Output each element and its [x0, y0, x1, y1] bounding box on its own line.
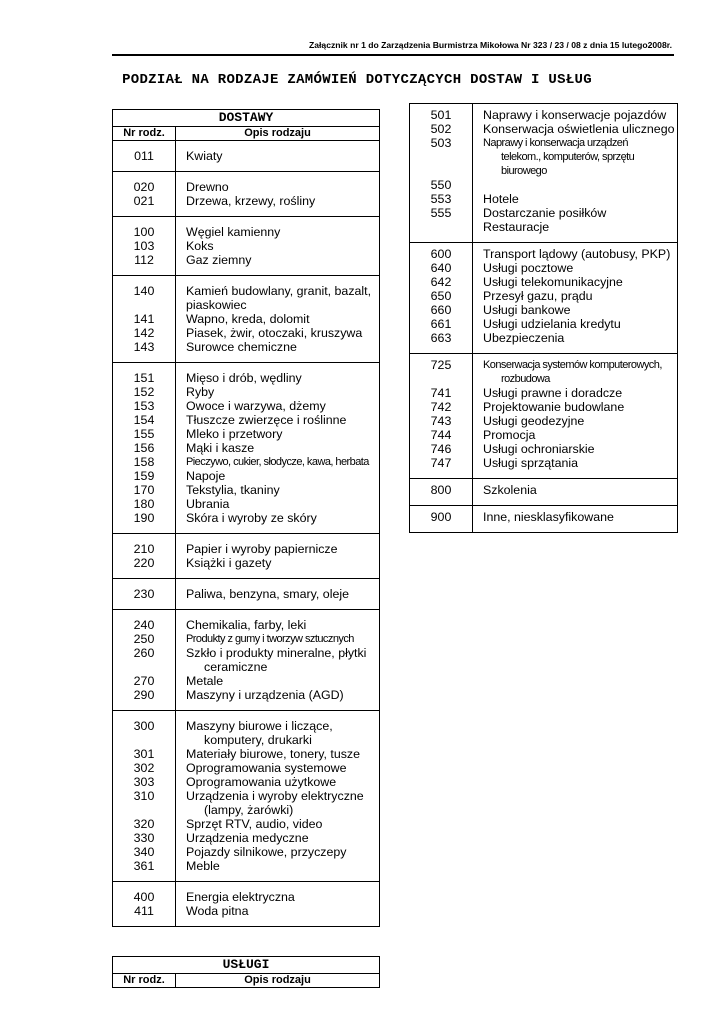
category-code: 330: [133, 831, 155, 845]
category-description: Mleko i przetwory: [186, 427, 283, 441]
category-group: [113, 217, 380, 276]
category-description: Oprogramowania użytkowe: [186, 775, 337, 789]
category-description: Konserwacja oświetlenia ulicznego: [483, 122, 675, 136]
category-group: [113, 534, 380, 579]
category-description: Piasek, żwir, otoczaki, kruszywa: [186, 326, 363, 340]
category-code: 650: [430, 289, 452, 303]
category-code: 011: [134, 149, 154, 163]
uslugi-continuation-table: [409, 103, 678, 533]
attachment-note: Załącznik nr 1 do Zarządzenia Burmistrza Mikołowa Nr 323 / 23 / 08 z dnia 15 lutego2008r.: [309, 40, 672, 50]
category-description: Woda pitna: [186, 904, 249, 918]
dostawy-title: DOSTAWY: [113, 110, 380, 127]
group-codes: [410, 104, 473, 243]
category-code: [410, 372, 472, 386]
group-codes: [113, 711, 176, 882]
group-descriptions: [473, 354, 678, 479]
category-code: 140: [133, 284, 155, 298]
category-code: 553: [430, 192, 452, 206]
category-code: 112: [134, 253, 154, 267]
category-description: Węgiel kamienny: [186, 225, 281, 239]
category-code: 746: [430, 442, 452, 456]
category-description: Tłuszcze zwierzęce i roślinne: [186, 413, 347, 427]
category-code: 210: [133, 542, 155, 556]
dostawy-col-code: Nr rodz.: [113, 127, 176, 141]
category-description: Szkolenia: [483, 483, 537, 497]
uslugi-table: [112, 956, 380, 988]
group-descriptions: [176, 363, 380, 534]
category-description: Paliwa, benzyna, smary, oleje: [186, 587, 349, 601]
category-group: [113, 610, 380, 711]
category-code: 303: [133, 775, 155, 789]
group-descriptions: [176, 534, 380, 579]
category-description: Usługi bankowe: [483, 303, 571, 317]
category-code: 411: [134, 904, 154, 918]
category-code: 742: [430, 400, 452, 414]
group-descriptions: [473, 104, 678, 243]
category-code: 301: [133, 747, 155, 761]
category-code: [113, 733, 175, 747]
category-code: 155: [133, 427, 155, 441]
category-code: 501: [430, 108, 452, 122]
category-code: 320: [133, 817, 155, 831]
category-code: 310: [133, 789, 155, 803]
category-description: Papier i wyroby papiernicze: [186, 542, 338, 556]
group-descriptions: [473, 506, 678, 533]
group-descriptions: [473, 243, 678, 354]
uslugi-title: USŁUGI: [113, 957, 380, 974]
category-description: Metale: [186, 674, 224, 688]
group-codes: [410, 479, 473, 506]
category-code: 600: [430, 247, 452, 261]
category-description: Drzewa, krzewy, rośliny: [186, 194, 316, 208]
category-code: [113, 660, 175, 674]
category-group: [113, 172, 380, 217]
category-code: 400: [133, 890, 155, 904]
category-code: 747: [430, 456, 452, 470]
uslugi-col-code: Nr rodz.: [113, 974, 176, 988]
category-group: [113, 579, 380, 610]
dostawy-table: [112, 109, 380, 927]
category-code: 158: [133, 455, 155, 469]
category-code: 900: [430, 510, 452, 524]
category-description: biurowego: [501, 165, 547, 177]
category-description: Skóra i wyroby ze skóry: [186, 511, 317, 525]
category-description: Usługi geodezyjne: [483, 414, 585, 428]
category-description: komputery, drukarki: [204, 733, 312, 747]
category-code: 270: [133, 674, 155, 688]
group-descriptions: [176, 610, 380, 711]
category-description: Projektowanie budowlane: [483, 400, 625, 414]
category-code: [113, 298, 175, 312]
category-description: piaskowiec: [186, 298, 247, 312]
category-code: 143: [133, 340, 155, 354]
category-code: 170: [133, 483, 155, 497]
group-codes: [113, 172, 176, 217]
category-code: 103: [133, 239, 155, 253]
category-group: [113, 276, 380, 363]
category-code: 800: [430, 483, 452, 497]
category-description: Usługi prawne i doradcze: [483, 386, 623, 400]
category-group: [410, 243, 678, 354]
category-code: 100: [133, 225, 155, 239]
category-description: Mięso i drób, wędliny: [186, 371, 302, 385]
document-title: PODZIAŁ NA RODZAJE ZAMÓWIEŃ DOTYCZĄCYCH DOSTAW I USŁUG: [122, 72, 592, 88]
group-descriptions: [176, 172, 380, 217]
category-description: Maszyny i urządzenia (AGD): [186, 688, 344, 702]
category-description: Oprogramowania systemowe: [186, 761, 347, 775]
category-code: 151: [133, 371, 155, 385]
category-code: 142: [133, 326, 155, 340]
group-descriptions: [176, 882, 380, 927]
category-code: 725: [430, 358, 452, 372]
category-description: telekom., komputerów, sprzętu: [501, 151, 635, 163]
category-code: 250: [133, 632, 155, 646]
dostawy-col-desc: Opis rodzaju: [176, 127, 380, 141]
category-code: 661: [430, 317, 452, 331]
category-description: rozbudowa: [501, 373, 550, 385]
category-description: Przesył gazu, prądu: [483, 289, 593, 303]
category-description: Koks: [186, 239, 214, 253]
category-description: Mąki i kasze: [186, 441, 255, 455]
category-description: Owoce i warzywa, dżemy: [186, 399, 326, 413]
category-code: 260: [133, 646, 155, 660]
category-description: Produkty z gumy i tworzyw sztucznych: [186, 633, 354, 645]
category-description: Urządzenia i wyroby elektryczne: [186, 789, 364, 803]
category-group: [410, 506, 678, 533]
group-codes: [113, 882, 176, 927]
category-description: Sprzęt RTV, audio, video: [186, 817, 323, 831]
group-descriptions: [473, 479, 678, 506]
category-code: 180: [133, 497, 155, 511]
category-code: 555: [430, 206, 452, 220]
category-description: Usługi ochroniarskie: [483, 442, 595, 456]
category-description: Naprawy i konserwacja urządzeń: [483, 137, 628, 149]
category-description: Kamień budowlany, granit, bazalt,: [186, 284, 372, 298]
category-code: 020: [133, 180, 155, 194]
group-codes: [410, 506, 473, 533]
group-codes: [113, 141, 176, 172]
category-code: 743: [430, 414, 452, 428]
category-description: Urządzenia medyczne: [186, 831, 309, 845]
category-code: 021: [133, 194, 155, 208]
category-code: 154: [133, 413, 155, 427]
group-codes: [113, 534, 176, 579]
category-code: 663: [430, 331, 452, 345]
category-code: 153: [133, 399, 155, 413]
category-code: [410, 164, 472, 178]
category-group: [113, 141, 380, 172]
category-code: 340: [133, 845, 155, 859]
category-description: (lampy, żarówki): [204, 803, 294, 817]
group-codes: [113, 610, 176, 711]
category-group: [410, 354, 678, 479]
category-description: Napoje: [186, 469, 226, 483]
category-description: Tekstylia, tkaniny: [186, 483, 280, 497]
group-codes: [113, 217, 176, 276]
category-description: Dostarczanie posiłków: [483, 206, 607, 220]
group-descriptions: [176, 711, 380, 882]
category-description: Transport lądowy (autobusy, PKP): [483, 247, 671, 261]
category-description: Ubrania: [186, 497, 230, 511]
category-description: Wapno, kreda, dolomit: [186, 312, 310, 326]
uslugi-col-desc: Opis rodzaju: [176, 974, 380, 988]
category-description: Materiały biurowe, tonery, tusze: [186, 747, 361, 761]
category-code: 230: [133, 587, 155, 601]
category-code: 302: [133, 761, 155, 775]
category-description: Restauracje: [483, 220, 550, 234]
category-code: 156: [133, 441, 155, 455]
group-codes: [410, 354, 473, 479]
category-group: [113, 882, 380, 927]
category-group: [113, 363, 380, 534]
category-code: 300: [133, 719, 155, 733]
category-description: Ryby: [186, 385, 215, 399]
category-description: Usługi sprzątania: [483, 456, 579, 470]
category-code: [410, 220, 472, 234]
category-group: [410, 104, 678, 243]
group-codes: [113, 363, 176, 534]
category-description: Pieczywo, cukier, słodycze, kawa, herbata: [186, 456, 369, 468]
category-code: 642: [430, 275, 452, 289]
category-code: 159: [133, 469, 155, 483]
category-description: Kwiaty: [186, 149, 223, 163]
group-codes: [113, 276, 176, 363]
group-codes: [410, 243, 473, 354]
category-code: 190: [133, 511, 155, 525]
category-description: Maszyny biurowe i liczące,: [186, 719, 333, 733]
category-code: 502: [430, 122, 452, 136]
header-rule: [112, 54, 674, 56]
category-description: Meble: [186, 859, 220, 873]
group-descriptions: [176, 141, 380, 172]
group-codes: [113, 579, 176, 610]
category-code: 152: [133, 385, 155, 399]
category-description: Konserwacja systemów komputerowych,: [483, 359, 662, 371]
category-description: Ubezpieczenia: [483, 331, 565, 345]
category-description: Usługi udzielania kredytu: [483, 317, 621, 331]
category-group: [410, 479, 678, 506]
category-code: 240: [133, 618, 155, 632]
category-code: 744: [430, 428, 452, 442]
category-description: [473, 178, 677, 192]
category-description: Szkło i produkty mineralne, płytki: [186, 646, 367, 660]
category-description: Naprawy i konserwacje pojazdów: [483, 108, 667, 122]
category-description: Surowce chemiczne: [186, 340, 297, 354]
group-descriptions: [176, 579, 380, 610]
category-code: 660: [430, 303, 452, 317]
category-description: Energia elektryczna: [186, 890, 295, 904]
category-code: 550: [430, 178, 452, 192]
category-code: [410, 150, 472, 164]
category-group: [113, 711, 380, 882]
group-descriptions: [176, 217, 380, 276]
category-description: Promocja: [483, 428, 536, 442]
category-code: [113, 803, 175, 817]
category-description: Gaz ziemny: [186, 253, 252, 267]
category-code: 290: [133, 688, 155, 702]
category-code: 503: [430, 136, 452, 150]
category-description: Chemikalia, farby, leki: [186, 618, 307, 632]
category-description: Książki i gazety: [186, 556, 272, 570]
category-code: 141: [133, 312, 155, 326]
category-description: Usługi pocztowe: [483, 261, 574, 275]
category-code: 361: [133, 859, 155, 873]
category-code: 741: [430, 386, 452, 400]
category-description: Inne, niesklasyfikowane: [483, 510, 614, 524]
group-descriptions: [176, 276, 380, 363]
category-description: Usługi telekomunikacyjne: [483, 275, 623, 289]
category-code: 640: [430, 261, 452, 275]
category-description: Drewno: [186, 180, 229, 194]
category-description: ceramiczne: [204, 660, 268, 674]
category-code: 220: [133, 556, 155, 570]
category-description: Pojazdy silnikowe, przyczepy: [186, 845, 347, 859]
category-description: Hotele: [483, 192, 519, 206]
